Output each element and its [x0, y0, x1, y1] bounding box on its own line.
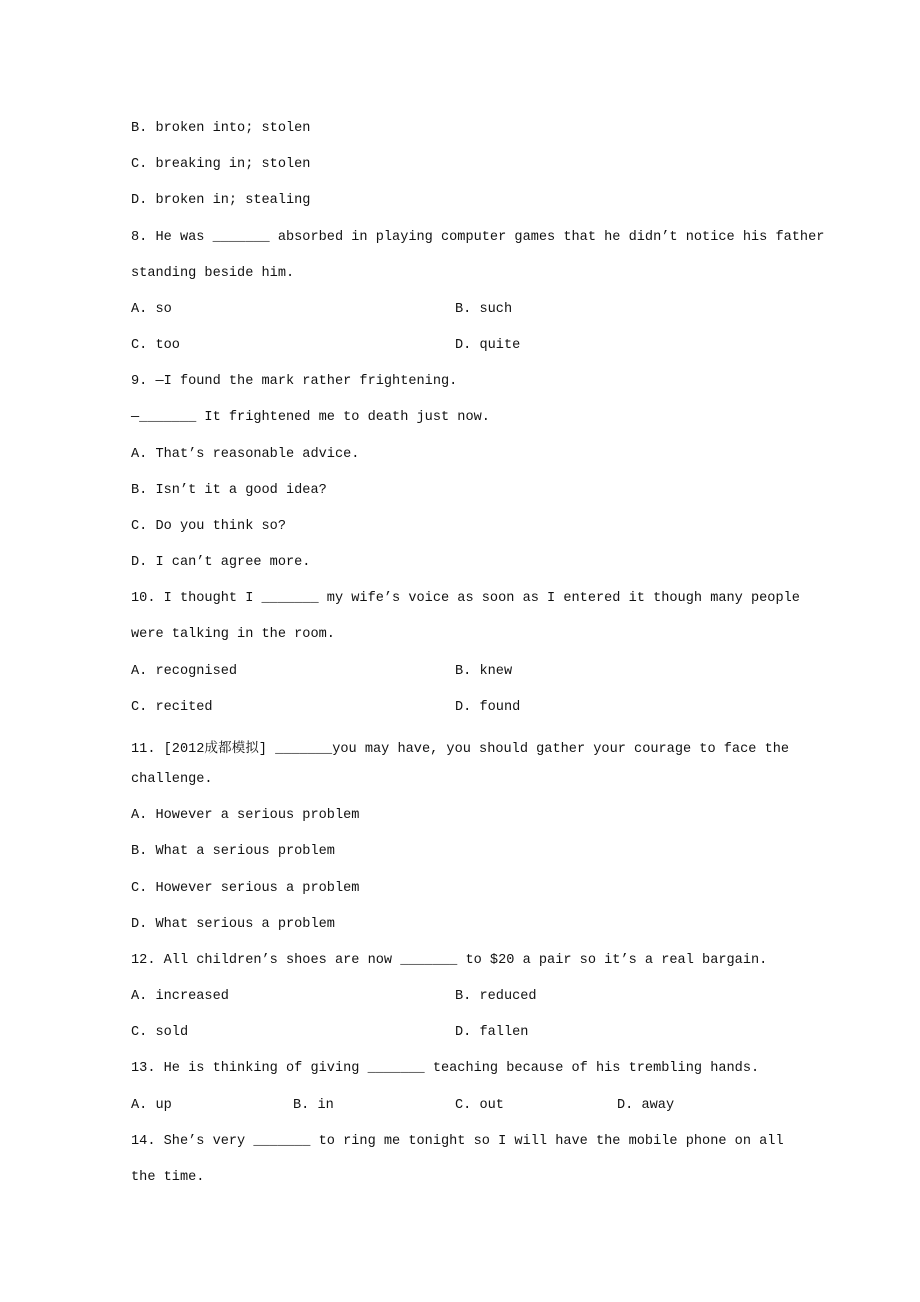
answer-option: A. so — [131, 301, 172, 317]
text-segment: 11. [2012成都模拟] _______you may have, you should gather your courage to face the — [131, 741, 790, 757]
text-segment: B. broken into; stolen — [131, 121, 311, 136]
text-segment: A. However a serious problem — [131, 808, 360, 824]
answer-option: D. quite — [455, 338, 521, 354]
text-segment: —_______ It frightened me to death just now. — [131, 410, 490, 426]
text-segment: 10. I thought I _______ my wife’s voice as soon as I entered it though many people — [131, 591, 800, 607]
text-segment: D. I can’t agree more. — [131, 555, 311, 571]
text-segment: the time. — [131, 1169, 205, 1185]
text-segment: B. What a serious problem — [131, 844, 335, 860]
answer-option: C. too — [131, 338, 180, 354]
answer-option: D. fallen — [455, 1025, 529, 1041]
text-segment: 8. He was _______ absorbed in playing computer games that he didn’t notice his father — [131, 229, 825, 245]
text-segment: C. However serious a problem — [131, 880, 360, 896]
text-segment: D. broken in; stealing — [131, 193, 311, 209]
answer-option: C. sold — [131, 1025, 189, 1041]
answer-option: A. increased — [131, 989, 229, 1005]
answer-option: C. out — [455, 1097, 504, 1113]
answer-option: A. recognised — [131, 663, 238, 679]
answer-option: D. found — [455, 699, 521, 715]
text-segment: C. Do you think so? — [131, 518, 286, 534]
text-segment: 14. She’s very _______ to ring me tonight so I will have the mobile phone on all — [131, 1133, 784, 1149]
answer-option: A. up — [131, 1097, 172, 1113]
text-segment: 12. All children’s shoes are now _______ to $20 a pair so it’s a real bargain. — [131, 952, 768, 968]
answer-option: D. away — [617, 1097, 675, 1113]
text-segment: 9. —I found the mark rather frightening. — [131, 374, 458, 390]
answer-option: C. recited — [131, 699, 213, 715]
answer-option: B. such — [455, 301, 513, 317]
text-segment: were talking in the room. — [131, 627, 335, 643]
text-segment: B. Isn’t it a good idea? — [131, 482, 327, 498]
text-segment: 13. He is thinking of giving _______ teaching because of his trembling hands. — [131, 1061, 760, 1077]
text-segment: standing beside him. — [131, 265, 295, 281]
text-segment: A. That’s reasonable advice. — [131, 446, 360, 462]
answer-option: B. knew — [455, 663, 513, 679]
answer-option: B. reduced — [455, 989, 537, 1005]
answer-option: B. in — [293, 1097, 334, 1113]
text-segment: D. What serious a problem — [131, 916, 335, 932]
text-segment: challenge. — [131, 772, 213, 788]
text-segment: C. breaking in; stolen — [131, 157, 311, 173]
